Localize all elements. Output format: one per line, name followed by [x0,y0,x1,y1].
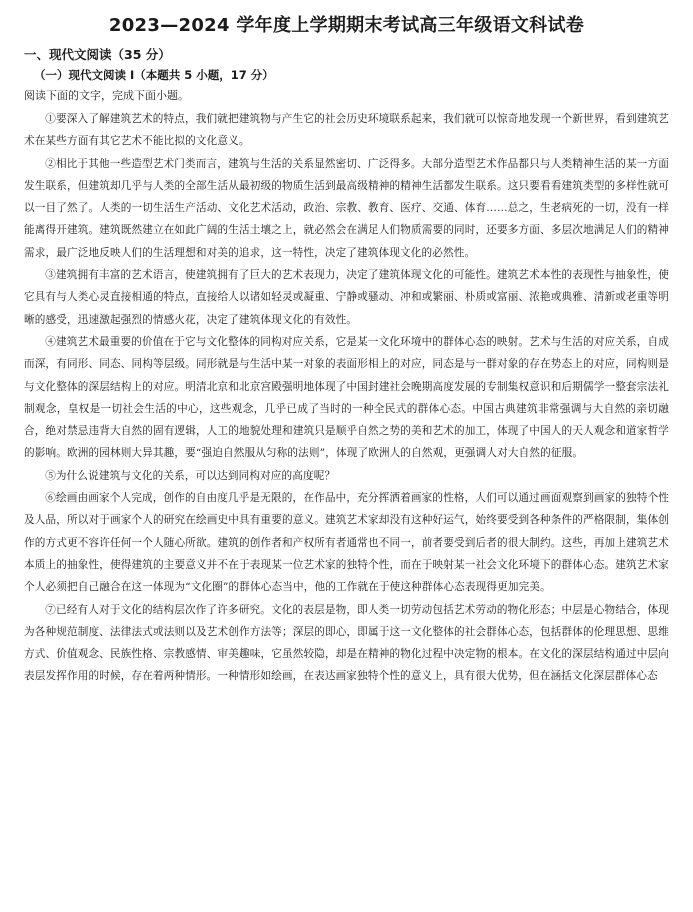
section-heading: 一、现代文阅读（35 分） [24,47,171,62]
page-title: 2023—2024 学年度上学期期末考试高三年级语文科试卷 [108,15,585,36]
paragraph-3: ③建筑拥有丰富的艺术语言，使建筑拥有了巨大的艺术表现力，决定了建筑体现文化的可能性。建筑艺术本性的表现性与抽象性，使它具有与人类心灵直接相通的特点，直接给人以诸如轻灵或凝重、宁静或骚动、冲和或繁丽、朴质或富丽、浓艳或典雅、清新或老重等明晰的感受，迅速激起强烈的情感火花，决定了建筑体现文化的有效性。 [24,269,669,326]
reading-instruction: 阅读下面的文字，完成下面小题。 [24,89,189,102]
paragraph-1: ①要深入了解建筑艺术的特点，我们就把建筑物与产生它的社会历史环境联系起来，我们就可以惊奇地发现一个新世界，看到建筑艺术在某些方面有其它艺术不能比拟的文化意义。 [24,113,669,148]
paragraph-7: ⑦已经有人对于文化的结构层次作了许多研究。文化的表层是物，即人类一切劳动包括艺术劳动的物化形态；中层是心物结合，体现为各种规范制度、法律法式或法则以及艺术创作方法等；深层的即心，即属于这一文化整体的社会群体心态，包括群体的伦理思想、思维方式、价值观念、民族性格、宗教感情、审美趣味，它虽然较隐，却是在精神的物化过程中决定物的根本。在文化的深层结构通过中层向表层发挥作用的时候，存在着两种情形。一种情形如绘画，在表达画家独特个性的意义上，具有很大优势，但在涵括文化深层群体心态 [24,603,669,683]
paragraph-4: ④建筑艺术最重要的价值在于它与文化整体的同构对应关系，它是某一文化环境中的群体心态的映射。艺术与生活的对应关系，自成而深，有同形、同态、同构等层级。同形就是与生活中某一对象的表面形相上的对应，同态是与一群对象的存在势态上的对应，同构则是与文化整体的深层结构上的对应。明清北京和北京宫殿强明地体现了中国封建社会晚期高度发展的专制集权意识和后期儒学一整套宗法礼制观念，皇权是一切社会生活的中心，这些观念，几乎已成了当时的一种全民式的群体心态。中国古典建筑非常强调与大自然的亲切融合，绝对禁忌违背大自然的固有逻辑，人工的地貌处理和建筑只是顺乎自然之势的美和艺术的加工，体现了中国人的天人观念和道家哲学的影响。欧洲的园林则大异其趣，要“强迫自然服从匀称的法则”，体现了欧洲人的自然观，更强调人对大自然的征服。 [24,335,669,460]
subsection-heading: （一）现代文阅读 I（本题共 5 小题，17 分） [34,68,274,82]
paragraph-6: ⑥绘画由画家个人完成，创作的自由度几乎是无限的，在作品中，充分挥洒着画家的性格，人们可以通过画面观察到画家的独特个性及人品，所以对于画家个人的研究在绘画史中具有重要的意义。建筑艺术家却没有这种好运气，始终要受到各种条件的严格限制，集体创作的方式更不容许任何一个人随心所欲。建筑的创作者和产权所有者通常也不同一，前者要受到后者的很大制约。这些，再加上建筑艺术本质上的抽象性，使得建筑的主要意义并不在于表现某一位艺术家的独特个性，而在于映射某一社会文化环境下的群体心态。建筑艺术家个人必须把自己融合在这一体现为“文化圈”的群体心态当中，他的工作就在于使这种群体心态表现得更加完美。 [24,492,669,594]
paragraph-5: ⑤为什么说建筑与文化的关系，可以达到同构对应的高度呢？ [45,469,336,482]
paragraph-2: ②相比于其他一些造型艺术门类而言，建筑与生活的关系显然密切、广泛得多。大部分造型艺术作品都只与人类精神生活的某一方面发生联系，但建筑却几乎与人类的全部生活从最初级的物质生活到最高级精神的精神生活都发生联系。这只要看看建筑类型的多样性就可以一目了然了。人类的一切生活生产活动、文化艺术活动，政治、宗教、教育、医疗、交通、体育……总之，生老病死的一切，没有一样能离得开建筑。建筑既然建立在如此广阔的生活土壤之上，就必然会在满足人们物质需要的同时，还要多方面、多层次地满足人们的精神需求，最广泛地反映人们的生活理想和对美的追求，这一特性，决定了建筑体现文化的必然性。 [24,157,669,259]
